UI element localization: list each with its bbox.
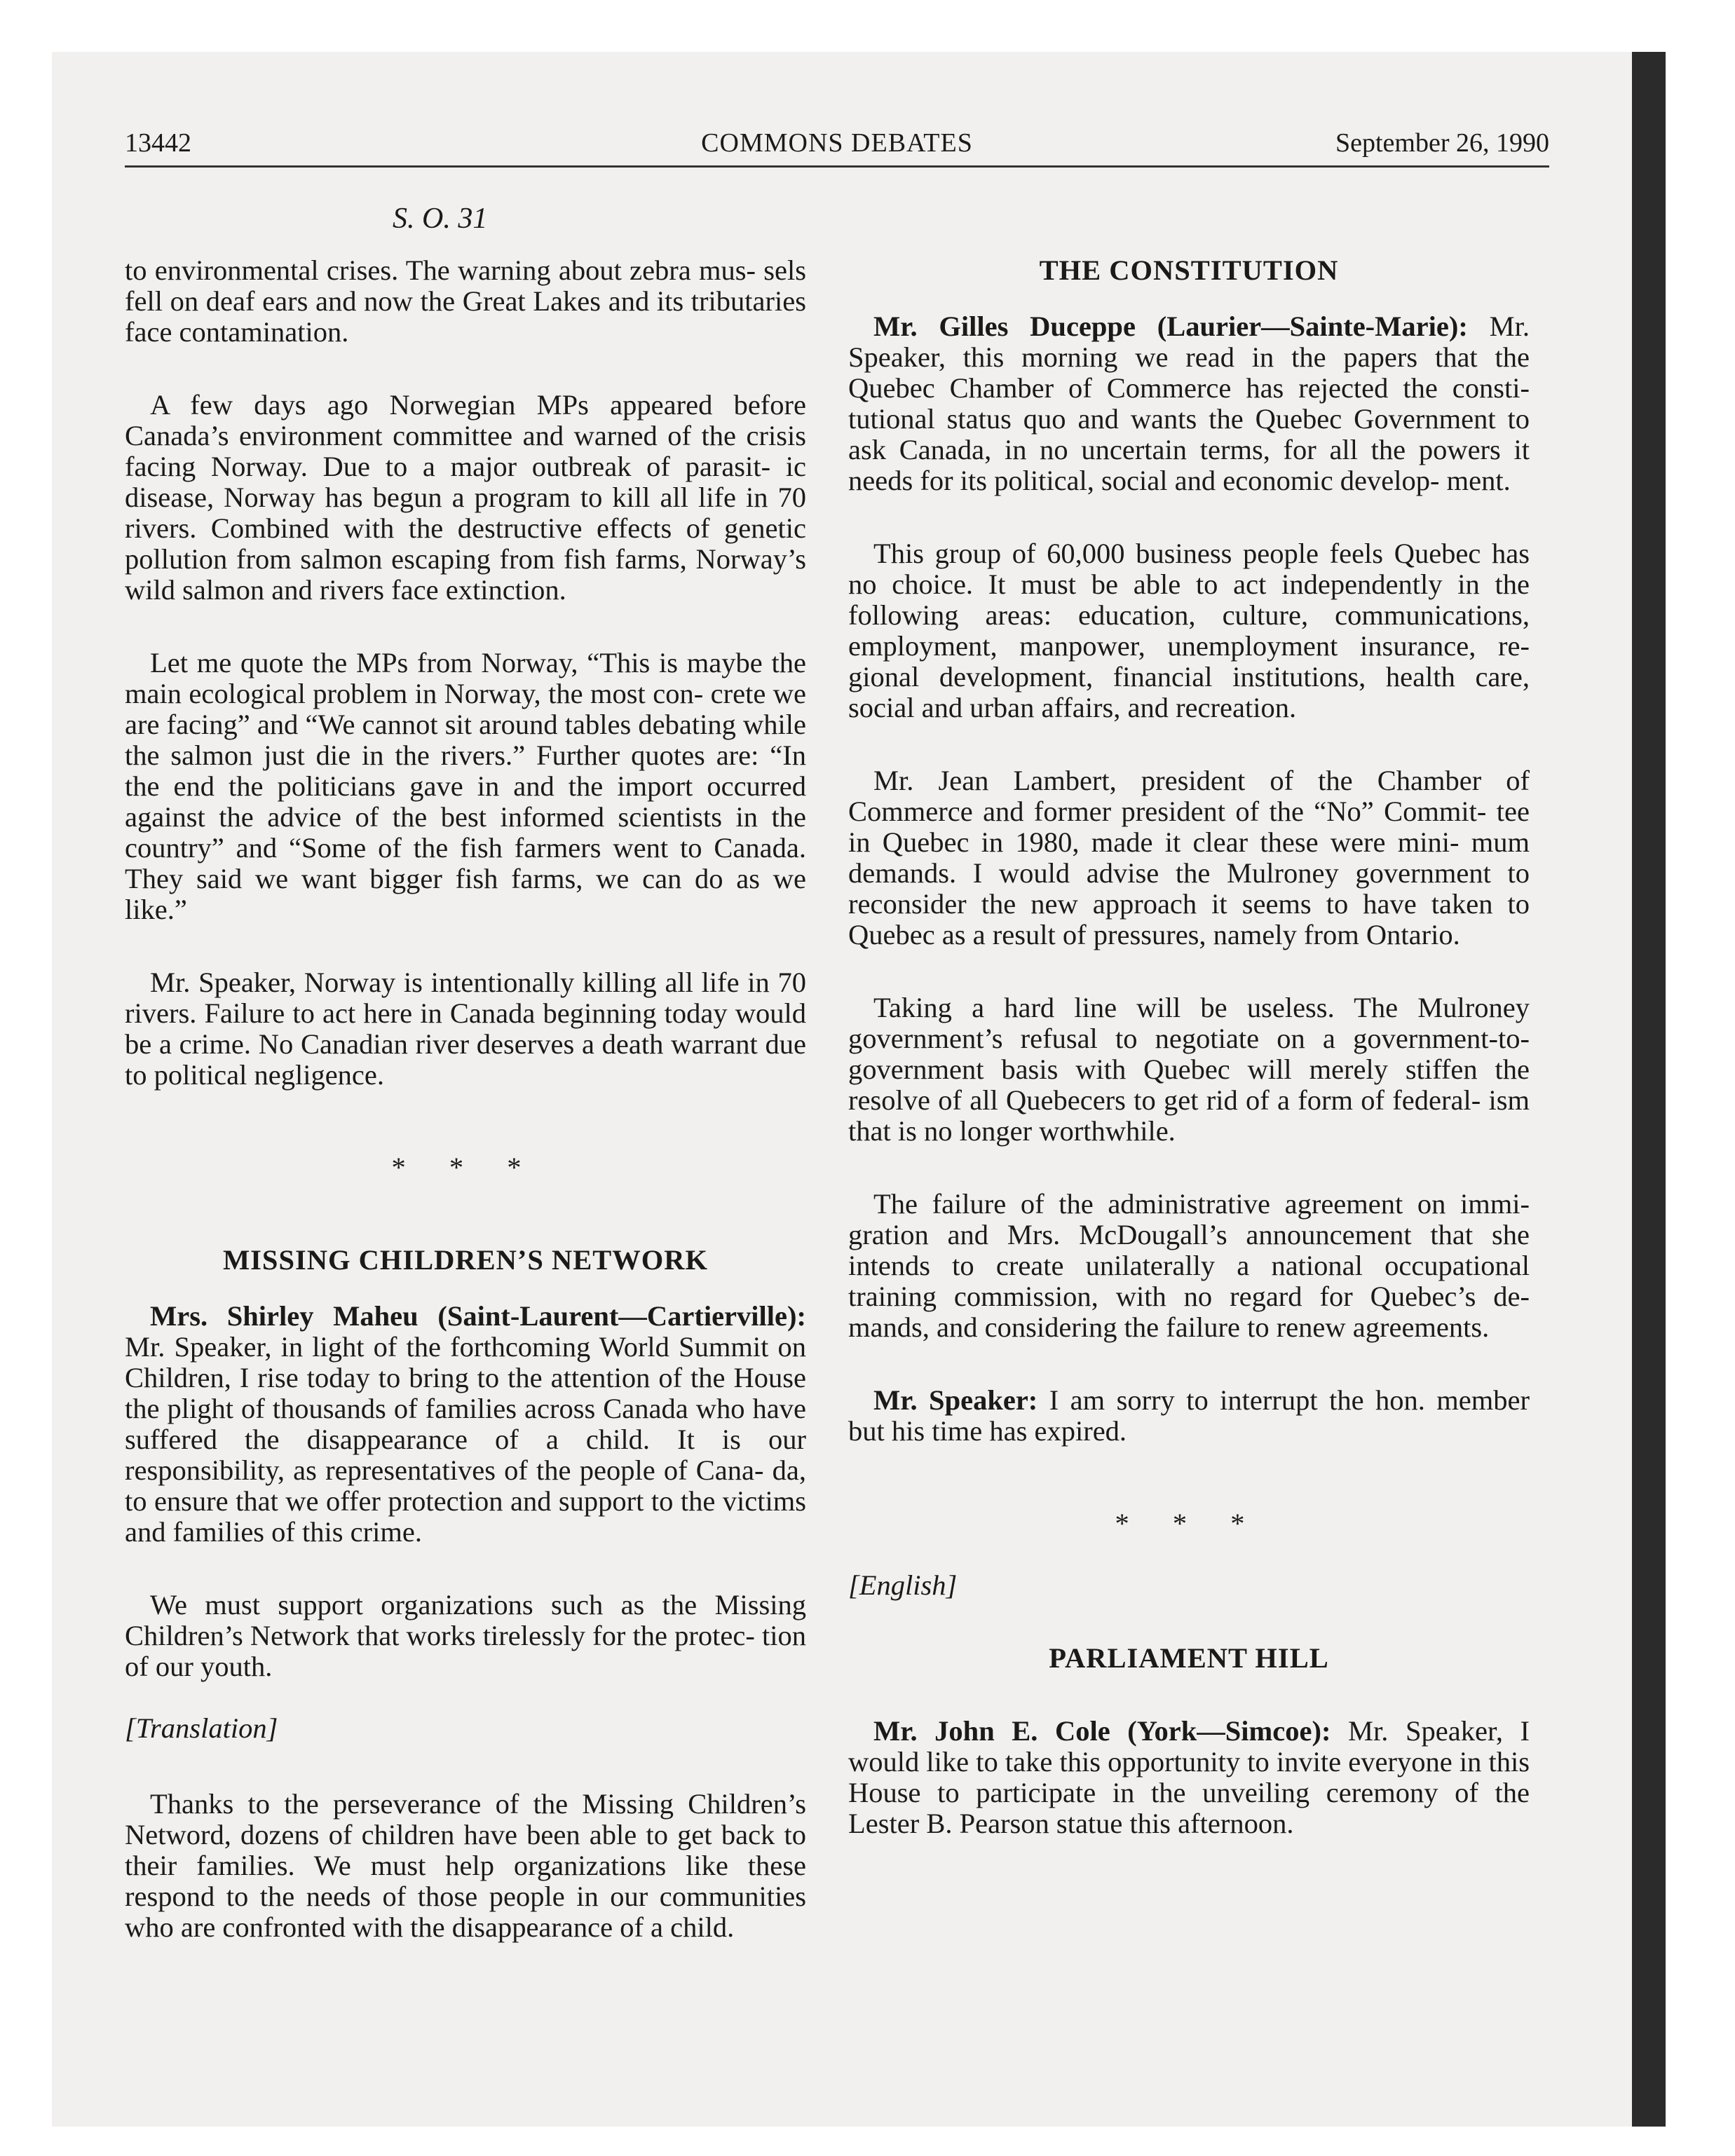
speaker-name: Mr. Speaker: — [873, 1384, 1038, 1416]
section-marker: S. O. 31 — [393, 203, 488, 235]
paragraph: to environmental crises. The warning about zebra mus- sels fell on deaf ears and now the Great Lakes and its tributaries face contamination. — [125, 254, 806, 348]
language-tag: [English] — [848, 1569, 958, 1601]
paragraph: Thanks to the perseverance of the Missing Children’s Netword, dozens of children have been able to get back to their families. We must help organizations like these respond to the needs of those people in our communities who are confronted with the disappearance of a child. — [125, 1788, 806, 1943]
section-heading: PARLIAMENT HILL — [1049, 1642, 1329, 1674]
section-heading: THE CONSTITUTION — [1039, 254, 1339, 286]
paragraph: Mr. Jean Lambert, president of the Chamber of Commerce and former president of the “No” Commit- tee in Quebec in 1980, made it clear these were mini- mum demands. I would advise the Mulroney government to reconsider the new approach it seems to have taken to Quebec as a result of pressures, namely from Ontario. — [848, 765, 1530, 950]
paragraph: Taking a hard line will be useless. The Mulroney government’s refusal to negotiate on a government-to- government basis with Quebec will merely stiffen the resolve of all Quebecers to get rid of a form of federal- ism that is no longer worthwhile. — [848, 992, 1530, 1147]
speaker-name: Mr. John E. Cole (York—Simcoe): — [873, 1715, 1331, 1747]
speech-paragraph — [848, 1716, 1530, 1839]
speaker-name: Mr. Gilles Duceppe (Laurier—Sainte-Marie): — [873, 311, 1468, 342]
speech-paragraph — [848, 1385, 1530, 1447]
language-tag: [Translation] — [125, 1712, 278, 1744]
section-separator: * * * — [1115, 1508, 1263, 1539]
paragraph: This group of 60,000 business people feels Quebec has no choice. It must be able to act independently in the following areas: education, culture, communications, employment, manpower, unemployment insurance, re- gional development, financial institutions, health care, social and urban affairs, and recreation. — [848, 538, 1530, 723]
speech-text: I am sorry to interrupt the hon. member but his time has expired. — [848, 1384, 1530, 1447]
paragraph: We must support organizations such as the Missing Children’s Network that works tirelessly for the protec- tion of our youth. — [125, 1589, 806, 1682]
section-separator: * * * — [391, 1152, 540, 1183]
left-column — [125, 255, 806, 1943]
running-header — [125, 126, 1549, 168]
speech-paragraph — [848, 311, 1530, 496]
paragraph: The failure of the administrative agreement on immi- gration and Mrs. McDougall’s announcement that she intends to create unilaterally a national occupational training commission, with no regard for Quebec’s de- mands, and considering the failure to renew agreements. — [848, 1188, 1530, 1343]
paragraph: Mr. Speaker, Norway is intentionally killing all life in 70 rivers. Failure to act here in Canada beginning today would be a crime. No Canadian river deserves a death warrant due to political negligence. — [125, 967, 806, 1091]
speech-text: Mr. Speaker, this morning we read in the papers that the Quebec Chamber of Commerce has rejected the consti- tutional status quo and wants the Quebec Government to ask Canada, in no uncertain terms, for all the powers it needs for its political, social and economic develop- ment. — [848, 311, 1530, 496]
section-heading: MISSING CHILDREN’S NETWORK — [222, 1244, 709, 1276]
speaker-name: Mrs. Shirley Maheu (Saint-Laurent—Cartierville): — [150, 1300, 806, 1332]
paragraph: A few days ago Norwegian MPs appeared before Canada’s environment committee and warned of the crisis facing Norway. Due to a major outbreak of parasit- ic disease, Norway has begun a program to kill all life in 70 rivers. Combined with the destructive effects of genetic pollution from salmon escaping from fish farms, Norway’s wild salmon and rivers face extinction. — [125, 389, 806, 606]
page-number: 13442 — [125, 128, 191, 158]
speech-paragraph — [125, 1301, 806, 1548]
paragraph: Let me quote the MPs from Norway, “This is maybe the main ecological problem in Norway, the most con- crete we are facing” and “We cannot sit around tables debating while the salmon just die in the rivers.” Further quotes are: “In the end the politicians gave in and the import occurred against the advice of the best informed scientists in the country” and “Some of the fish farmers went to Canada. They said we want bigger fish farms, we can do as we like.” — [125, 647, 806, 925]
publication-date: September 26, 1990 — [1335, 128, 1549, 158]
speech-text: Mr. Speaker, I would like to take this opportunity to invite everyone in this House to participate in the unveiling ceremony of the Lester B. Pearson statue this afternoon. — [848, 1715, 1530, 1839]
publication-title: COMMONS DEBATES — [701, 128, 973, 158]
right-column — [848, 255, 1530, 1839]
speech-text: Mr. Speaker, in light of the forthcoming World Summit on Children, I rise today to bring to the attention of the House the plight of thousands of families across Canada who have suffered the disappearance of a child. It is our responsibility, as representatives of the people of Cana- da, to ensure that we offer protection and support to the victims and families of this crime. — [125, 1331, 806, 1548]
scan-edge — [1632, 52, 1666, 2127]
